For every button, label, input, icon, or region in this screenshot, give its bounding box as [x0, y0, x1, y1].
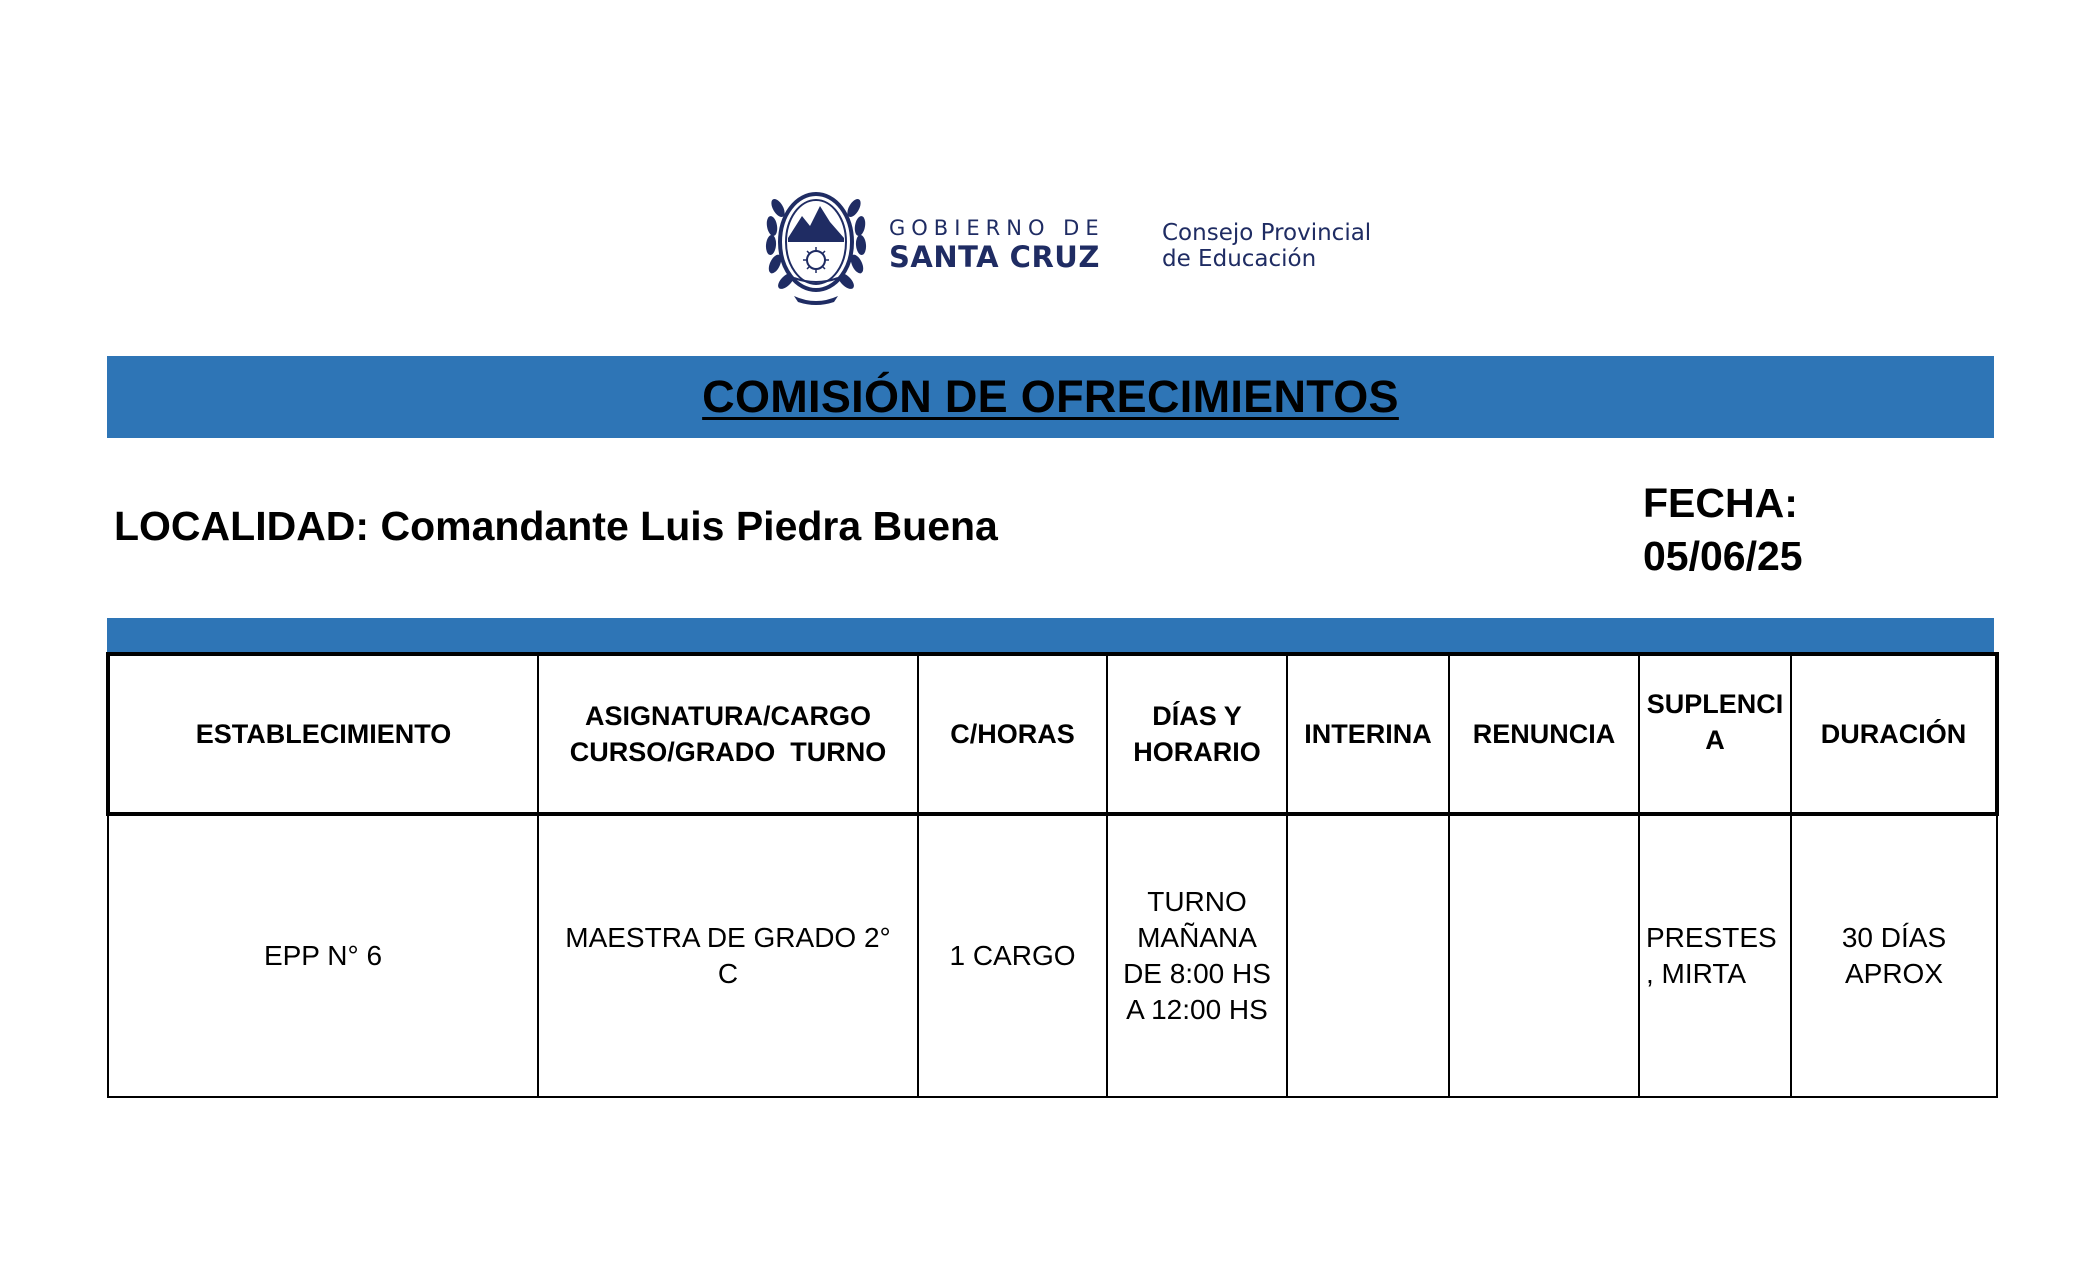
- cell-dias-line-2: MAÑANA: [1137, 922, 1257, 953]
- offers-table: [106, 652, 1999, 1098]
- table-header-row: [108, 654, 1997, 814]
- cell-duracion-line-1: 30 DÍAS: [1841, 922, 1947, 953]
- cell-duracion: [1791, 814, 1997, 1097]
- cell-suplencia: [1639, 814, 1791, 1097]
- council-line-1: Consejo Provincial: [1162, 220, 1372, 246]
- cell-interina: [1287, 814, 1449, 1097]
- cell-renuncia: [1449, 814, 1639, 1097]
- header-horas: C/HORAS: [918, 654, 1107, 814]
- header-logo: [764, 178, 1384, 308]
- council-name: [1162, 220, 1371, 272]
- header-renuncia: RENUNCIA: [1449, 654, 1639, 814]
- government-label: GOBIERNO DE: [889, 216, 1105, 240]
- government-wordmark: [889, 216, 1105, 274]
- cell-dias-line-1: TURNO: [1147, 886, 1247, 917]
- date-label: FECHA:: [1643, 480, 1798, 526]
- council-line-2: de Educación: [1162, 246, 1317, 272]
- header-duracion: DURACIÓN: [1791, 654, 1997, 814]
- cell-horas: 1 CARGO: [918, 814, 1107, 1097]
- cell-suplencia-line-2: , MIRTA: [1646, 958, 1747, 989]
- cell-dias-line-4: A 12:00 HS: [1126, 994, 1268, 1025]
- header-suplencia-line-1: SUPLENCI: [1646, 689, 1784, 719]
- locality-label: LOCALIDAD: Comandante Luis Piedra Buena: [114, 503, 998, 549]
- page-title: COMISIÓN DE OFRECIMIENTOS: [702, 371, 1399, 422]
- cell-dias-horario: [1107, 814, 1287, 1097]
- header-dias-horario: [1107, 654, 1287, 814]
- header-suplencia-line-2: A: [1705, 725, 1725, 755]
- header-dias-line-1: DÍAS Y: [1152, 701, 1242, 731]
- header-asignatura-line-1: ASIGNATURA/CARGO: [585, 701, 871, 731]
- title-band: [107, 356, 1994, 438]
- cell-duracion-line-2: APROX: [1844, 958, 1944, 989]
- cell-establecimiento: EPP N° 6: [108, 814, 538, 1097]
- date-block: [1643, 477, 1803, 583]
- header-dias-line-2: HORARIO: [1133, 737, 1261, 767]
- coat-of-arms-icon: [764, 178, 868, 308]
- table-row: [108, 814, 1997, 1097]
- cell-asignatura: MAESTRA DE GRADO 2° C: [538, 814, 918, 1097]
- header-asignatura: [538, 654, 918, 814]
- header-asignatura-line-2: CURSO/GRADO TURNO: [569, 737, 887, 767]
- table-header-band: [107, 618, 1994, 652]
- cell-dias-line-3: DE 8:00 HS: [1123, 958, 1271, 989]
- cell-suplencia-line-1: PRESTES: [1646, 922, 1777, 953]
- province-name: SANTA CRUZ: [889, 240, 1100, 274]
- header-suplencia: [1639, 654, 1791, 814]
- header-establecimiento: ESTABLECIMIENTO: [108, 654, 538, 814]
- date-value: 05/06/25: [1643, 533, 1803, 579]
- header-interina: INTERINA: [1287, 654, 1449, 814]
